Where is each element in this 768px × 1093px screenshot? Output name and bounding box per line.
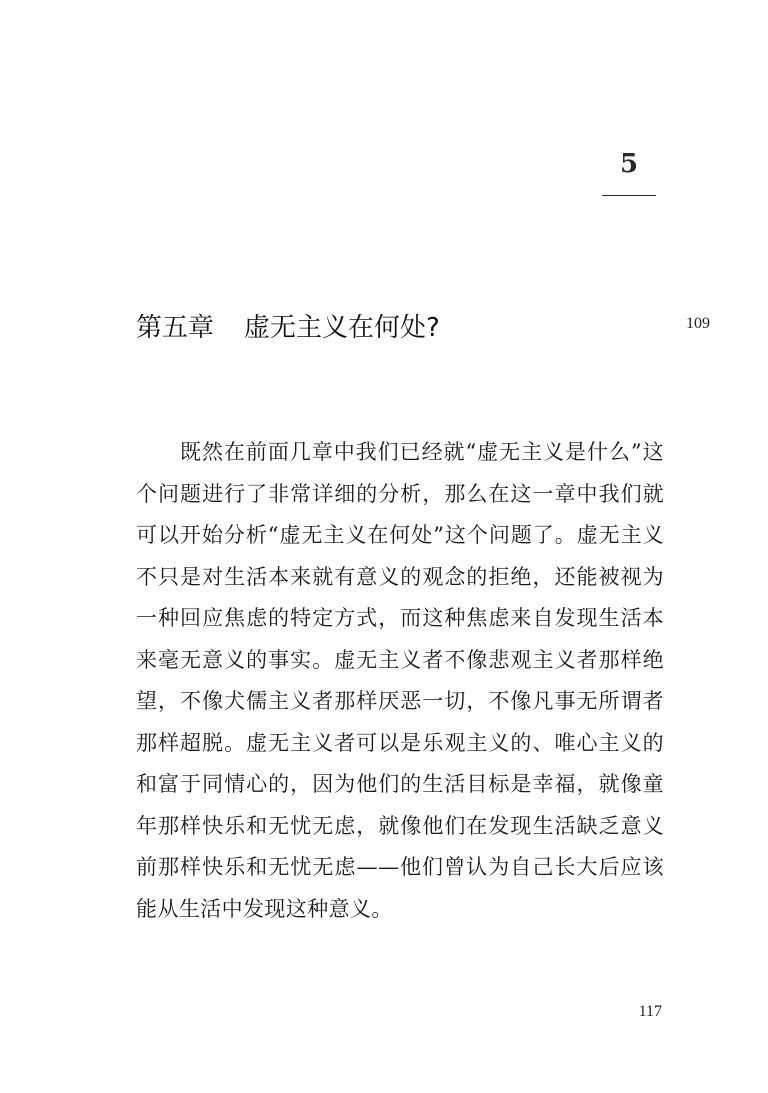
chapter-title-text: 虚无主义在何处? (244, 313, 440, 343)
body-paragraph: 既然在前面几章中我们已经就“虚无主义是什么”这个问题进行了非常详细的分析，那么在这一章中我们就可以开始分析“虚无主义在何处”这个问题了。虚无主义不只是对生活本来就有意义的观念的拒绝，还能被视为一种回应焦虑的特定方式，而这种焦虑来自发现生活本来毫无意义的事实。虚无主义者不像悲观主义者那样绝望，不像犬儒主义者那样厌恶一切，不像凡事无所谓者那样超脱。虚无主义者可以是乐观主义的、唯心主义的和富于同情心的，因为他们的生活目标是幸福，就像童年那样快乐和无忧无虑，就像他们在发现生活缺乏意义前那样快乐和无忧无虑——他们曾认为自己长大后应该能从生活中发现这种意义。 (136, 440, 664, 921)
page-number: 117 (638, 1003, 662, 1020)
chapter-number-rule (602, 195, 656, 196)
chapter-number: 5 (619, 149, 639, 179)
chapter-label: 第五章 (136, 313, 215, 343)
chapter-title (136, 308, 440, 348)
original-page-number: 109 (686, 315, 710, 332)
